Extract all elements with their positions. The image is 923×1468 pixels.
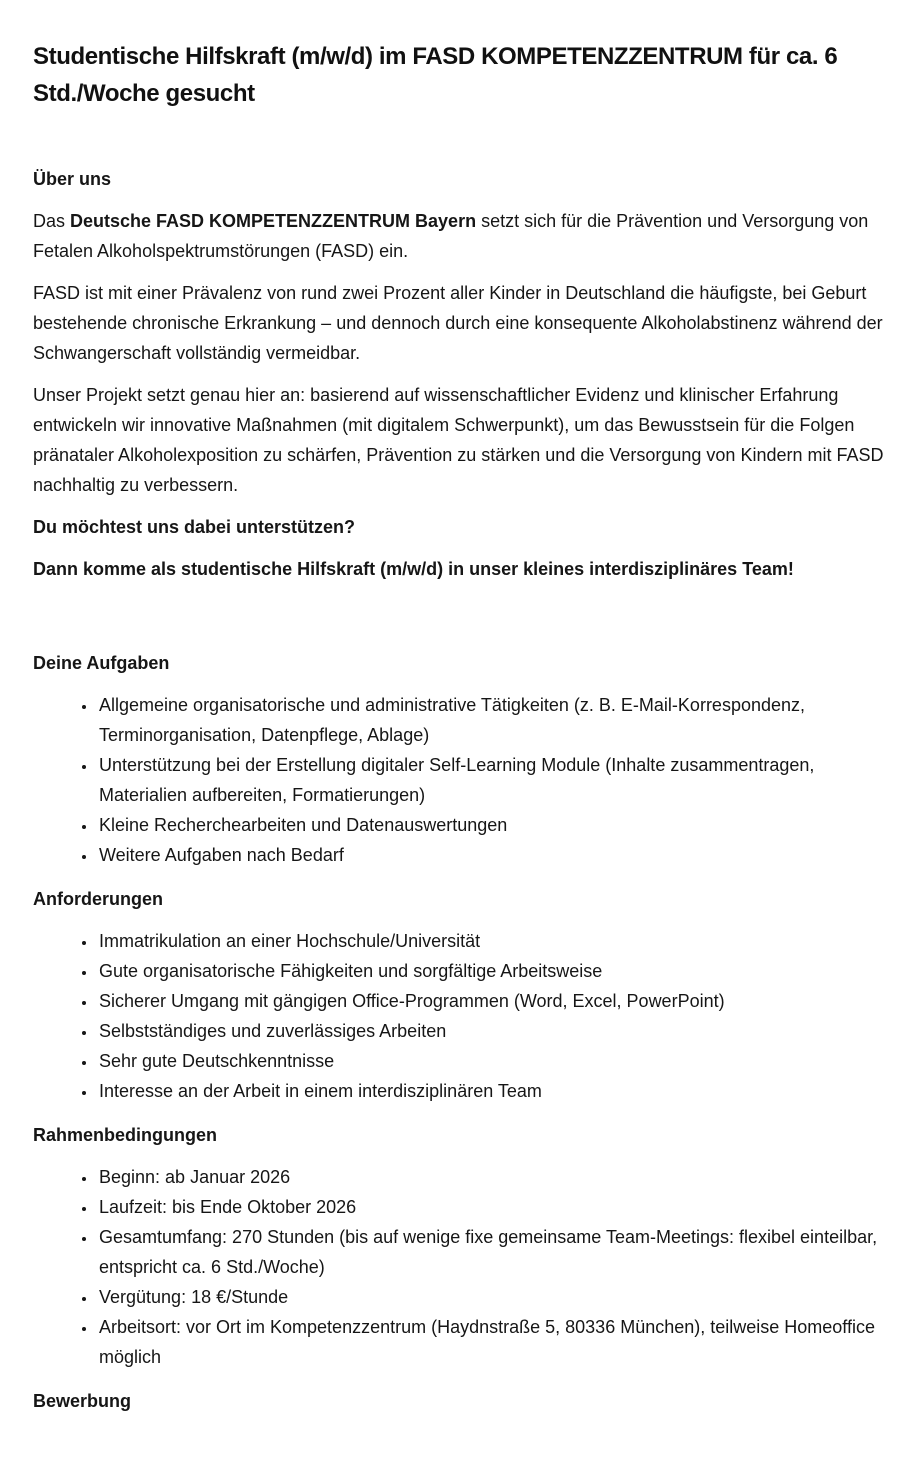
list-item: • Arbeitsort: vor Ort im Kompetenzzentrum (Haydnstraße 5, 80336 München), teilweise Homeoffice möglich <box>97 1312 890 1372</box>
requirements-list <box>33 926 890 1106</box>
about-paragraph-2: FASD ist mit einer Prävalenz von rund zwei Prozent aller Kinder in Deutschland die häufigste, bei Geburt bestehende chronische Erkrankung – und dennoch durch eine konsequente Alkoholabstinenz während der Schwangerschaft vollständig vermeidbar. <box>33 283 883 363</box>
about-p1-post: setzt sich für die Prävention und Versorgung von Fetalen Alkoholspektrumstörungen (FASD) ein. <box>33 211 869 261</box>
section-heading-requirements: Anforderungen <box>33 889 163 909</box>
list-item: • Immatrikulation an einer Hochschule/Universität <box>97 926 890 956</box>
list-item: • Kleine Recherchearbeiten und Datenauswertungen <box>97 810 890 840</box>
list-item: • Allgemeine organisatorische und administrative Tätigkeiten (z. B. E-Mail-Korrespondenz, Terminorganisation, Datenpflege, Ablage) <box>97 690 890 750</box>
list-item: • Sicherer Umgang mit gängigen Office-Programmen (Word, Excel, PowerPoint) <box>97 986 890 1016</box>
conditions-list <box>33 1162 890 1372</box>
list-item: • Unterstützung bei der Erstellung digitaler Self-Learning Module (Inhalte zusammentragen, Materialien aufbereiten, Formatierungen) <box>97 750 890 810</box>
about-p1-org-name: Deutsche FASD KOMPETENZZENTRUM Bayern <box>70 211 477 231</box>
list-item: • Beginn: ab Januar 2026 <box>97 1162 890 1192</box>
about-paragraph-1 <box>33 206 890 266</box>
list-item: • Selbstständiges und zuverlässiges Arbeiten <box>97 1016 890 1046</box>
section-heading-tasks: Deine Aufgaben <box>33 653 170 673</box>
about-p1-pre: Das <box>33 211 71 231</box>
section-heading-application: Bewerbung <box>33 1391 132 1411</box>
cta-line-1: Du möchtest uns dabei unterstützen? <box>33 517 356 537</box>
list-item: • Gesamtumfang: 270 Stunden (bis auf wenige fixe gemeinsame Team-Meetings: flexibel einteilbar, entspricht ca. 6 Std./Woche) <box>97 1222 890 1282</box>
list-item: • Vergütung: 18 €/Stunde <box>97 1282 890 1312</box>
list-item: • Laufzeit: bis Ende Oktober 2026 <box>97 1192 890 1222</box>
list-item: • Sehr gute Deutschkenntnisse <box>97 1046 890 1076</box>
list-item: • Weitere Aufgaben nach Bedarf <box>97 840 890 870</box>
section-heading-about: Über uns <box>33 169 112 189</box>
list-item: • Gute organisatorische Fähigkeiten und sorgfältige Arbeitsweise <box>97 956 890 986</box>
about-paragraph-3: Unser Projekt setzt genau hier an: basierend auf wissenschaftlicher Evidenz und klinischer Erfahrung entwickeln wir innovative Maßnahmen (mit digitalem Schwerpunkt), um das Bewusstsein für die Folgen pränataler Alkoholexposition zu schärfen, Prävention zu stärken und die Versorgung von Kindern mit FASD nachhaltig zu verbessern. <box>33 385 884 495</box>
section-heading-conditions: Rahmenbedingungen <box>33 1125 217 1145</box>
spacer <box>33 596 890 648</box>
page-title: Studentische Hilfskraft (m/w/d) im FASD KOMPETENZZENTRUM für ca. 6 Std./Woche gesucht <box>33 43 838 107</box>
list-item: • Interesse an der Arbeit in einem interdisziplinären Team <box>97 1076 890 1106</box>
tasks-list <box>33 690 890 870</box>
cta-line-2: Dann komme als studentische Hilfskraft (m/w/d) in unser kleines interdisziplinäres Team! <box>33 559 794 579</box>
